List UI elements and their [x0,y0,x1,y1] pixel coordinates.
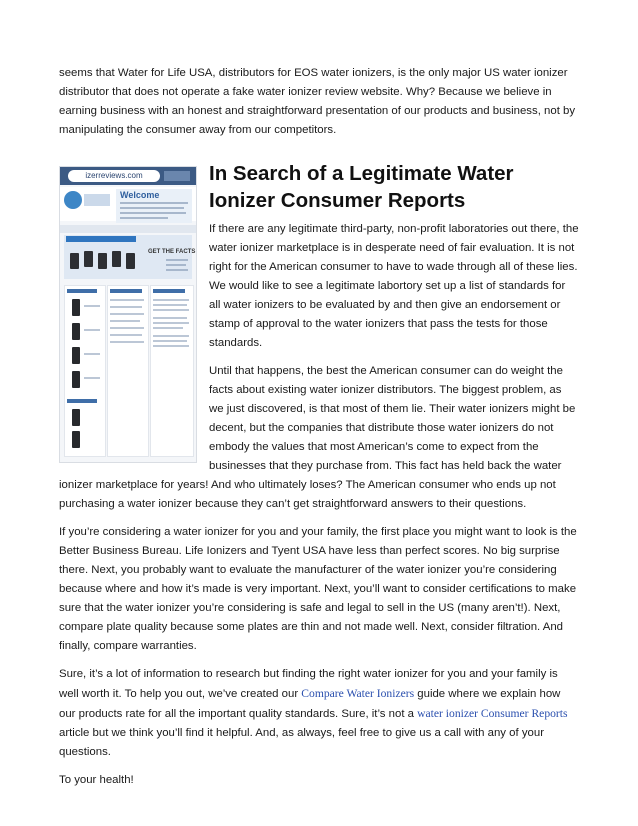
document-page [59,64,579,790]
ionizer-product-icon [126,253,135,269]
compare-water-ionizers-link[interactable]: Compare Water Ionizers [301,687,415,700]
closing-line: To your health! [59,774,134,786]
review-site-screenshot-image [59,166,197,463]
ionizer-product-icon [98,253,107,269]
water-ionizer-consumer-reports-link[interactable]: water ionizer Consumer Reports [417,707,568,720]
browser-nav-block [164,171,190,181]
body-paragraph-2: Until that happens, the best the American consumer can do weight the facts about existing water ionizer distributors. The biggest problem, as we just discovered, is that most of them lie. Their water ionizers might be decent, but the companies that distribute those water ionizers do not embody the values that most American’s come to expect from the businesses that they purchase from. This fact has held back the water ionizer marketplace for years! And who ultimately loses? The American consumer who ends up not purchasing a water ionizer because they can’t get straightforward answers to their questions. [59,365,576,510]
welcome-heading: Welcome [120,190,160,200]
ionizer-product-icon [112,251,121,267]
body-paragraph-4: Sure, it’s a lot of information to research but finding the right water ionizer for you and your family is well worth it. To help you out, we’ve created our Compare Water Ionizers guide where we explain how our products rate for all the important quality standards. Sure, it’s not a water ionizer Consumer Reports article but we think you’ll find it helpful. And, as always, feel free to give us a call with any of your questions. [59,668,568,758]
ionizer-product-icon [70,253,79,269]
site-menu-bar [60,225,196,233]
body-paragraph-1: If there are any legitimate third-party, non-profit laboratories out there, the water ionizer marketplace is in desperate need of fair evaluation. It is not right for the American consumer to have to wade through all of these lies. We would like to see a legitimate labortory set up a list of standards for all water ionizers to be evaluated by and then give an endorsement or stamp of approval to the water ionizers that pass the tests for those standards. [209,223,579,349]
ionizer-thumbnail-icon [72,371,80,388]
top-companies-column [107,285,149,457]
popular-ionizers-column [64,285,106,457]
site-logo-icon [64,191,82,209]
ionizer-thumbnail-icon [72,323,80,340]
ionizer-thumbnail-icon [72,299,80,316]
browser-url-text: izerreviews.com [68,170,160,182]
ionizer-product-icon [84,251,93,267]
body-paragraph-3: If you’re considering a water ionizer for you and your family, the first place you might want to look is the Better Business Bureau. Life Ionizers and Tyent USA have less than perfect scores. No big surprise there. Next, you probably want to evaluate the manufacturer of the water ionizer you’re considering because where and how it’s made is very important. Next, you’ll want to consider certifications to make sure that the water ionizer you’re considering is safe and legal to sell in the US (many aren’t!). Next, compare plate quality because some plates are thin and not made well. Next, consider filtration. And finally, compare warranties. [59,526,577,652]
intro-paragraph: seems that Water for Life USA, distributors for EOS water ionizers, is the only major US water ionizer distributor that does not operate a fake water ionizer review website. Why? Because we believe in earning business with an honest and straightforward presentation of our products and business, not by manipulating the consumer away from our competitors. [59,67,576,136]
ionizer-thumbnail-icon [72,409,80,426]
ionizer-thumbnail-icon [72,431,80,448]
ionizer-thumbnail-icon [72,347,80,364]
section-title: In Search of a Legitimate Water Ionizer Consumer Reports [209,162,514,212]
facts-label: GET THE FACTS [148,249,196,255]
